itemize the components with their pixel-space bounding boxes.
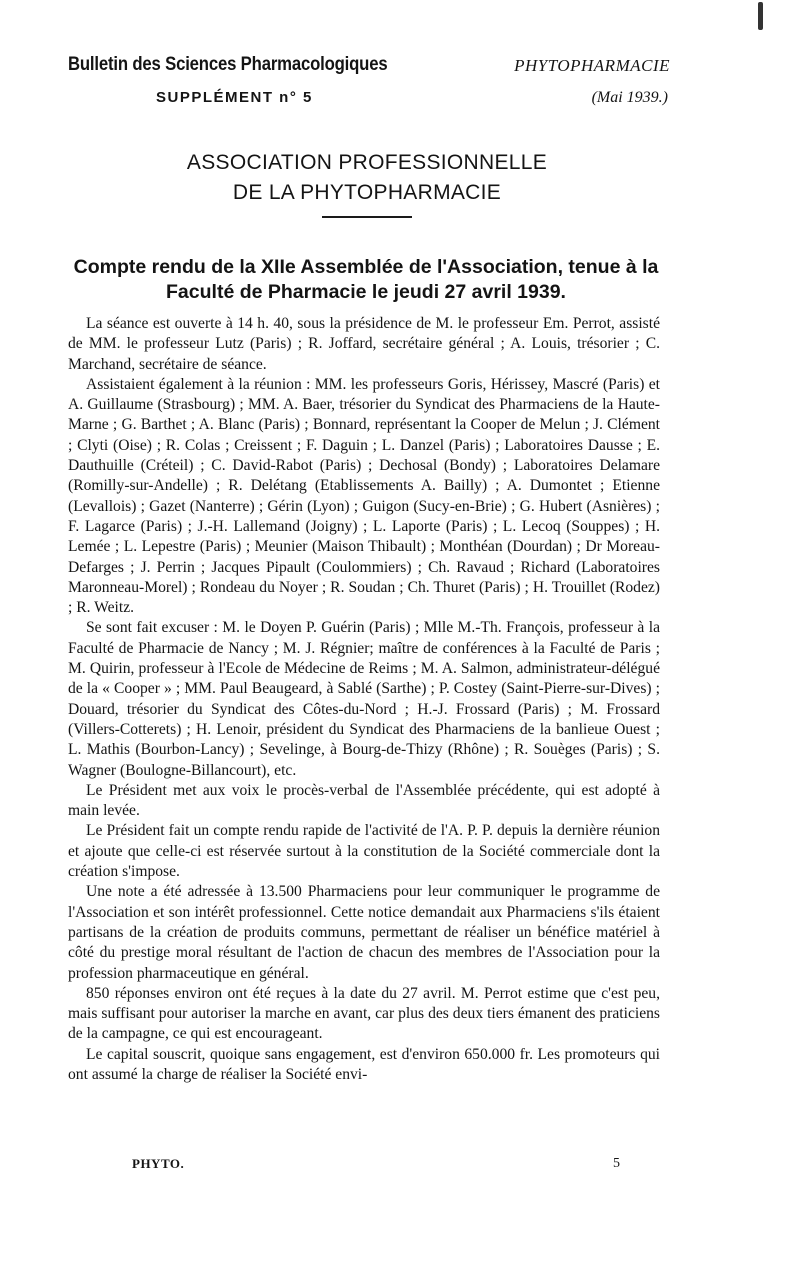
issue-date: (Mai 1939.) bbox=[591, 89, 668, 106]
report-title: Compte rendu de la XIIe Assemblée de l'Association, tenue à la Faculté de Pharmacie le jeudi 27 avril 1939. bbox=[73, 256, 659, 303]
paragraph-excused: Se sont fait excuser : M. le Doyen P. Guérin (Paris) ; Mlle M.-Th. François, professeur à la Faculté de Pharmacie de Nancy ; M. J. Régnier; maître de conférences à la Faculté de Paris ; M. Quirin, professeur à l'Ecole de Médecine de Reims ; M. A. Salmon, administrateur-délégué de la « Cooper » ; MM. Paul Beaugeard, à Sablé (Sarthe) ; P. Costey (Saint-Pierre-sur-Dives) ; Douard, trésorier du Syndicat des Côtes-du-Nord ; H.-J. Frossard (Paris) ; M. Frossard (Villers-Cotterets) ; H. Lenoir, président du Syndicat des Pharmaciens de la banlieue Ouest ; L. Mathis (Bourbon-Lancy) ; Sevelinge, à Bourg-de-Thizy (Rhône) ; R. Souèges (Paris) ; S. Wagner (Boulogne-Billancourt), etc. bbox=[68, 619, 660, 779]
association-heading bbox=[0, 148, 734, 208]
scan-mark bbox=[758, 2, 763, 30]
section-title: PHYTOPHARMACIE bbox=[514, 56, 670, 75]
running-header-right bbox=[500, 56, 670, 107]
running-header-left bbox=[68, 54, 448, 106]
paragraph-responses: 850 réponses environ ont été reçues à la date du 27 avril. M. Perrot estime que c'est peu, mais suffisant pour autoriser la marche en avant, car plus des deux tiers émanent des praticiens de la campagne, ce qui est encourageant. bbox=[68, 984, 660, 1043]
paragraph-note: Une note a été adressée à 13.500 Pharmaciens pour leur communiquer le programme de l'Association et son intérêt professionnel. Cette notice demandait aux Pharmaciens s'ils étaient partisans de la création de produits communs, permettant de réaliser un bénéfice matériel à côté du prestige moral résultant de l'action de chacun des membres de l'Association pour la profession pharmaceutique en général. bbox=[68, 883, 660, 982]
paragraph-attendees: Assistaient également à la réunion : MM. les professeurs Goris, Hérissey, Mascré (Paris) et A. Guillaume (Strasbourg) ; MM. A. Baer, trésorier du Syndicat des Pharmaciens de la Haute-Marne ; G. Barthet ; A. Blanc (Paris) ; Bonnard, représentant la Cooper de Melun ; J. Clément ; Clyti (Oise) ; R. Colas ; Creissent ; F. Daguin ; L. Danzel (Paris) ; Laboratoires Dausse ; E. Dauthuille (Créteil) ; C. David-Rabot (Paris) ; Dechosal (Bondy) ; Laboratoires Delamare (Romilly-sur-Andelle) ; R. Delétang (Etablissements A. Bailly) ; A. Dumontet ; Etienne (Levallois) ; Gazet (Nanterre) ; Gérin (Lyon) ; Guigon (Sucy-en-Brie) ; G. Hubert (Asnières) ; F. Lagarce (Paris) ; J.-H. Lallemand (Joigny) ; L. Laporte (Paris) ; L. Lecoq (Souppes) ; H. Lemée ; L. Lepestre (Paris) ; Meunier (Maison Thibault) ; Monthéan (Dourdan) ; Dr Moreau-Defarges ; J. Perrin ; Jacques Pipault (Coulommiers) ; Ch. Ravaud ; Richard (Laboratoires Maronneau-Morel) ; Rondeau du Noyer ; R. Soudan ; Ch. Thuret (Paris) ; H. Trouillet (Rodez) ; R. Weitz. bbox=[68, 375, 660, 617]
paragraph-activity-report: Le Président fait un compte rendu rapide de l'activité de l'A. P. P. depuis la dernière réunion et ajoute que celle-ci est réservée surtout à la constitution de la Société commerciale dont la création s'impose. bbox=[68, 822, 660, 881]
footer-signature: PHYTO. bbox=[132, 1156, 185, 1171]
journal-title: Bulletin des Sciences Pharmacologiques bbox=[68, 54, 388, 75]
article-body bbox=[68, 314, 660, 1085]
association-heading-line-2: DE LA PHYTOPHARMACIE bbox=[232, 181, 502, 204]
heading-divider bbox=[322, 216, 412, 218]
page-number: 5 bbox=[613, 1156, 620, 1171]
supplement-number: SUPPLÉMENT n° 5 bbox=[156, 89, 313, 106]
paragraph-opening: La séance est ouverte à 14 h. 40, sous la présidence de M. le professeur Em. Perrot, assisté de MM. le professeur Lutz (Paris) ; R. Joffard, secrétaire général ; A. Louis, trésorier ; C. Marchand, secrétaire de séance. bbox=[68, 315, 660, 373]
paragraph-minutes-vote: Le Président met aux voix le procès-verbal de l'Assemblée précédente, qui est adopté à main levée. bbox=[68, 781, 660, 820]
paragraph-capital: Le capital souscrit, quoique sans engagement, est d'environ 650.000 fr. Les promoteurs qui ont assumé la charge de réaliser la Société envi- bbox=[68, 1045, 660, 1083]
association-heading-line-1: ASSOCIATION PROFESSIONNELLE bbox=[186, 151, 548, 174]
